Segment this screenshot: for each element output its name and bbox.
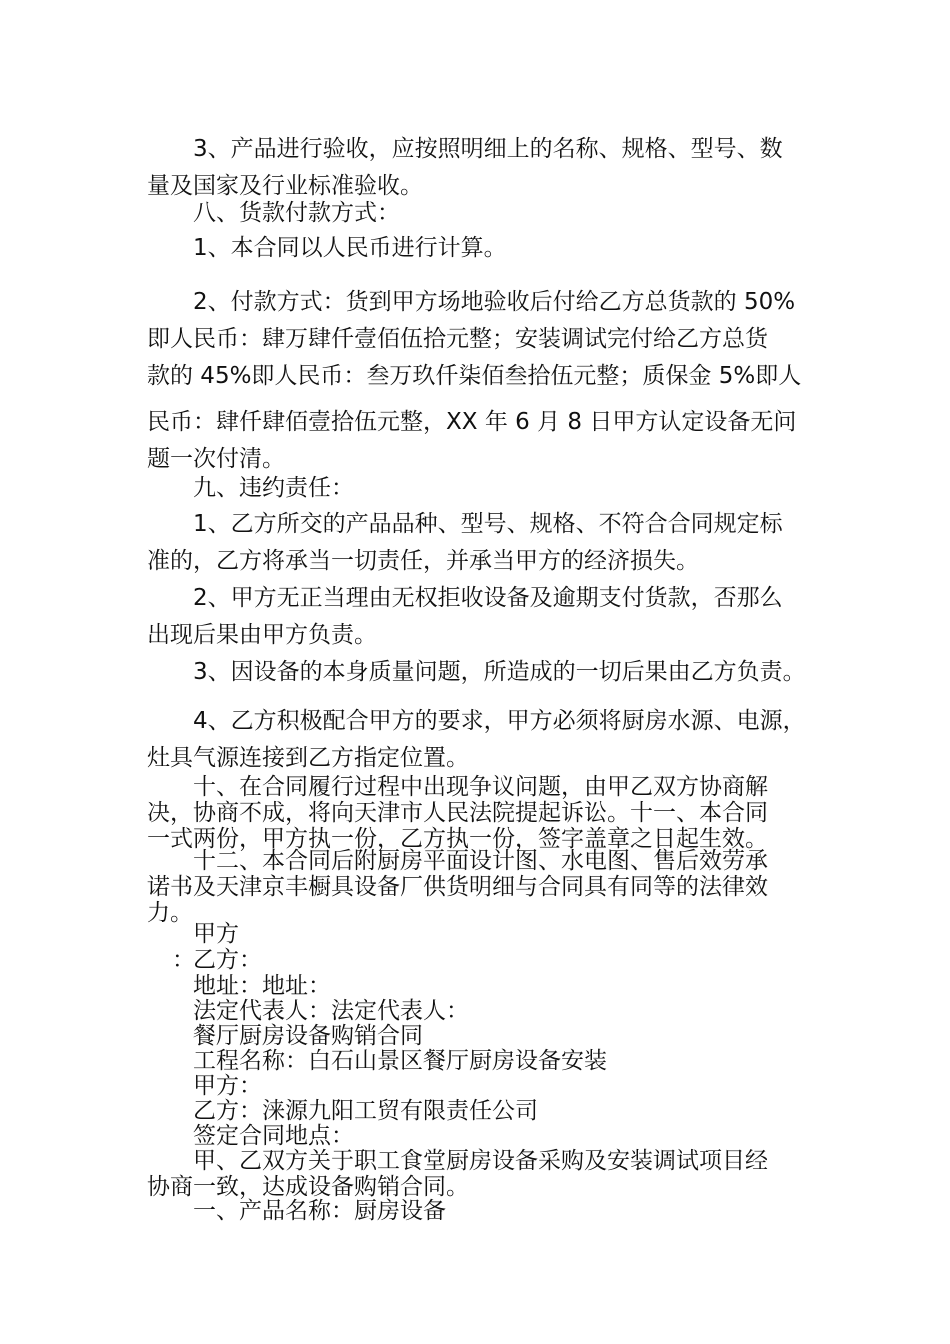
text-line: 甲、乙双方关于职工食堂厨房设备采购及安装调试项目经	[193, 1148, 768, 1174]
text-line: 十二、本合同后附厨房平面设计图、水电图、售后效劳承	[193, 848, 768, 874]
heading-section-8: 八、货款付款方式：	[193, 200, 400, 226]
text-line: 诺书及天津京丰橱具设备厂供货明细与合同具有同等的法律效	[147, 874, 768, 900]
text-line: 出现后果由甲方负责。	[147, 622, 377, 648]
text-line: 决，协商不成，将向天津市人民法院提起诉讼。十一、本合同	[147, 800, 768, 826]
clause-7-3	[147, 131, 812, 205]
text-line: 2、付款方式：货到甲方场地验收后付给乙方总货款的 50%	[193, 289, 796, 315]
text-line: 灶具气源连接到乙方指定位置。	[147, 745, 469, 771]
signing-place-line: 签定合同地点：	[193, 1123, 354, 1149]
second-contract-title: 餐厅厨房设备购销合同	[193, 1023, 423, 1049]
text-line: 2、甲方无正当理由无权拒收设备及逾期支付货款，否那么	[193, 585, 783, 611]
text-line: 款的 45%即人民币：叁万玖仟柒佰叁拾伍元整；质保金 5%即人	[147, 363, 802, 389]
clause-12	[147, 848, 812, 926]
text-line: 十、在合同履行过程中出现争议问题，由甲乙双方协商解	[193, 774, 768, 800]
clause-8-2-cont	[147, 404, 812, 478]
text-line: 准的，乙方将承当一切责任，并承当甲方的经济损失。	[147, 548, 699, 574]
product-name-line: 一、产品名称：厨房设备	[193, 1198, 446, 1224]
text-line: 1、乙方所交的产品品种、型号、规格、不符合合同规定标	[193, 511, 783, 537]
clause-9-3: 3、因设备的本身质量问题，所造成的一切后果由乙方负责。	[193, 659, 806, 685]
legal-rep-line: 法定代表人：法定代表人：	[193, 998, 469, 1024]
heading-section-9: 九、违约责任：	[193, 475, 354, 501]
text-line: 量及国家及行业标准验收。	[147, 173, 423, 199]
clause-9-4	[147, 703, 812, 777]
text-line: 题一次付清。	[147, 446, 285, 472]
text-line: 4、乙方积极配合甲方的要求，甲方必须将厨房水源、电源，	[193, 708, 806, 734]
clause-8-2	[147, 284, 812, 395]
party-a-line: 甲方：	[193, 1073, 262, 1099]
clause-10-11	[147, 774, 812, 852]
agreement-intro	[147, 1148, 812, 1200]
address-line: 地址：地址：	[193, 973, 331, 999]
text-line: 民币：肆仟肆佰壹拾伍元整，XX 年 6 月 8 日甲方认定设备无问	[147, 409, 797, 435]
text-line: 即人民币：肆万肆仟壹佰伍拾元整；安装调试完付给乙方总货	[147, 326, 768, 352]
text-line: 3、产品进行验收，应按照明细上的名称、规格、型号、数	[193, 136, 783, 162]
party-b-line: 乙方：涞源九阳工贸有限责任公司	[193, 1098, 538, 1124]
clause-8-1: 1、本合同以人民币进行计算。	[193, 235, 507, 261]
party-b-label: 乙方：	[193, 947, 262, 973]
text-line: 一式两份，甲方执一份，乙方执一份，签字盖章之日起生效。	[147, 826, 768, 852]
clause-9-1	[147, 506, 812, 580]
text-line: 力。	[147, 900, 193, 926]
party-a-label: 甲方	[193, 921, 239, 947]
clause-9-2	[147, 580, 812, 654]
party-b-prefix: ：	[172, 947, 195, 973]
text-line: 协商一致，达成设备购销合同。	[147, 1174, 469, 1200]
project-name-line: 工程名称：白石山景区餐厅厨房设备安装	[193, 1048, 607, 1074]
